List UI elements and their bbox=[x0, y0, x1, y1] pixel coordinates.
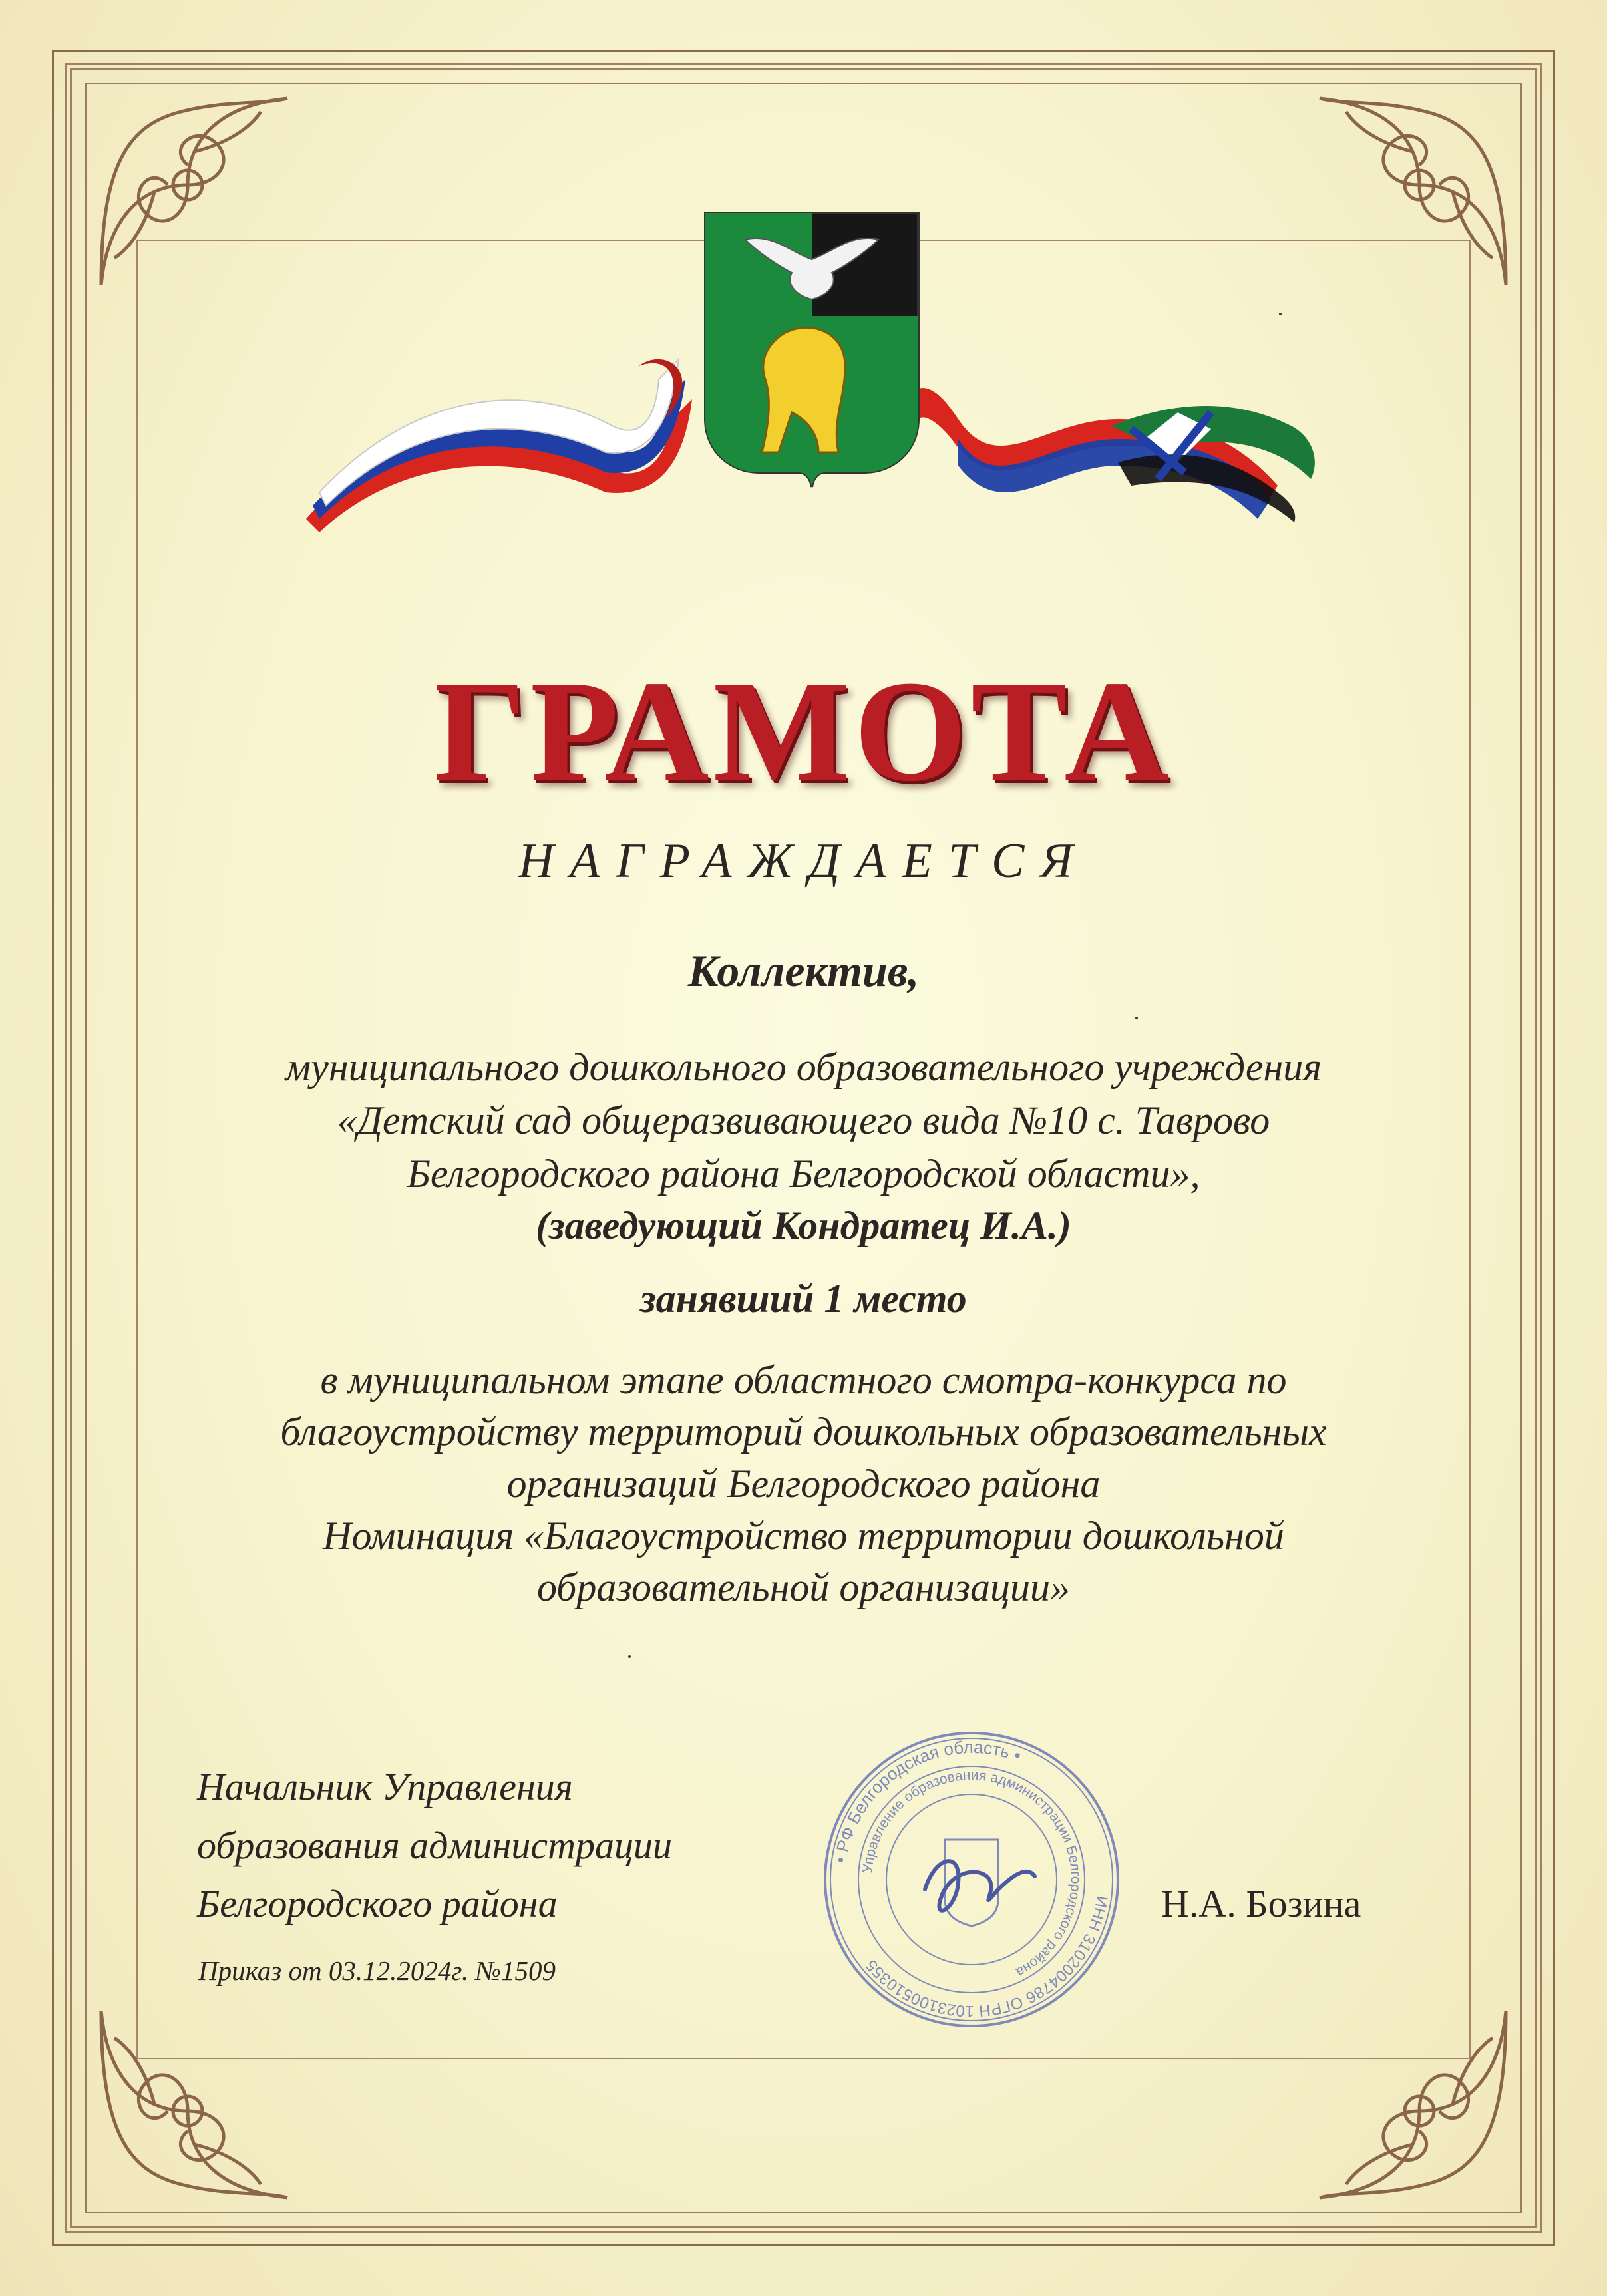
contest-line-1: в муниципальном этапе областного смотра-конкурса по bbox=[320, 1358, 1287, 1402]
recipient: Коллектив, bbox=[687, 945, 920, 996]
contest-line-3: организаций Белгородского района bbox=[506, 1462, 1101, 1506]
contest-line-2: благоустройству территорий дошкольных образовательных bbox=[280, 1410, 1327, 1454]
institution-line-1: муниципального дошкольного образовательного учреждения bbox=[285, 1045, 1322, 1089]
institution-line-3: Белгородского района Белгородской области», bbox=[407, 1152, 1200, 1196]
coat-of-arms-with-ribbons bbox=[293, 200, 1331, 572]
nomination-line-2: образовательной организации» bbox=[537, 1565, 1070, 1609]
corner-ornament-icon bbox=[1306, 85, 1519, 298]
left-tricolor-ribbon-icon bbox=[306, 359, 692, 532]
signatory-position-line-3: Белгородского района bbox=[197, 1882, 558, 1925]
seal-outer-text: • РФ Белгородская область • bbox=[830, 1736, 1024, 1865]
belgorod-coat-of-arms-icon bbox=[705, 213, 918, 487]
official-seal-icon bbox=[815, 1723, 1128, 2036]
seal-bottom-text: ИНН 3102004786 ОГРН 1023100510355 bbox=[862, 1894, 1111, 2021]
seal-inner-text: Управление образования администрации Белгородского района bbox=[860, 1767, 1084, 1981]
awarded-subtitle: НАГРАЖДАЕТСЯ bbox=[518, 834, 1089, 888]
corner-ornament-icon bbox=[88, 85, 301, 298]
corner-ornament-icon bbox=[1306, 1998, 1519, 2211]
institution-line-2: «Детский сад общеразвивающего вида №10 с. Таврово bbox=[337, 1098, 1270, 1142]
signatory-position-line-1: Начальник Управления bbox=[197, 1765, 573, 1808]
achievement: занявший 1 место bbox=[640, 1277, 967, 1321]
nomination-line-1: Номинация «Благоустройство территории дошкольной bbox=[323, 1514, 1284, 1558]
certificate-title: ГРАМОТА bbox=[434, 651, 1173, 812]
order-reference: Приказ от 03.12.2024г. №1509 bbox=[198, 1955, 556, 1986]
svg-text:• РФ Белгородская область • bbox=[830, 1737, 1024, 1864]
signatory-position-line-2: образования администрации bbox=[197, 1824, 673, 1867]
signatory-name: Н.А. Бозина bbox=[1161, 1882, 1361, 1925]
paper-speck bbox=[628, 1655, 631, 1658]
right-flag-ribbon-icon bbox=[905, 388, 1315, 522]
paper-speck bbox=[1279, 313, 1282, 315]
head-name: (заведующий Кондратец И.А.) bbox=[536, 1204, 1071, 1247]
corner-ornament-icon bbox=[88, 1998, 301, 2211]
paper-speck bbox=[1135, 1017, 1138, 1019]
